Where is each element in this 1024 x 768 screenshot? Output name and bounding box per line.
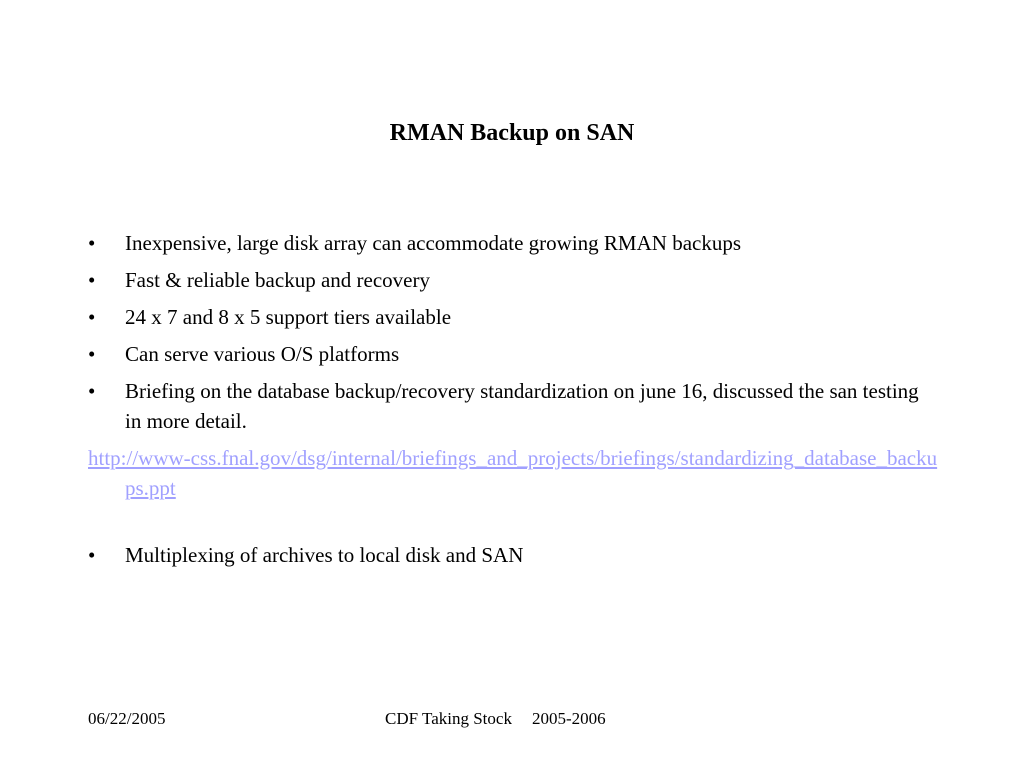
bullet-item xyxy=(88,265,938,295)
bullet-item xyxy=(88,339,938,369)
bullet-text: Multiplexing of archives to local disk and SAN xyxy=(125,543,524,567)
bullet-text: 24 x 7 and 8 x 5 support tiers available xyxy=(125,305,452,329)
bullet-marker: • xyxy=(88,231,96,255)
footer-center xyxy=(385,707,606,731)
bullet-marker: • xyxy=(88,543,96,567)
bullet-item xyxy=(88,302,938,332)
bullet-text: Can serve various O/S platforms xyxy=(125,342,400,366)
slide-title: RMAN Backup on SAN xyxy=(389,120,635,146)
spacer xyxy=(88,510,938,540)
footer-date: 06/22/2005 xyxy=(88,709,166,728)
footer-presentation-title: CDF Taking Stock xyxy=(385,709,512,728)
bullet-marker: • xyxy=(88,305,96,329)
bullet-marker: • xyxy=(88,379,96,403)
bullet-marker: • xyxy=(88,342,96,366)
bullet-list xyxy=(88,228,938,577)
bullet-text: Fast & reliable backup and recovery xyxy=(125,268,430,292)
bullet-text: Briefing on the database backup/recovery standardization on june 16, discussed the san testing in more detail. xyxy=(125,379,919,433)
briefing-link[interactable]: http://www-css.fnal.gov/dsg/internal/briefings_and_projects/briefings/standardizing_database_backups.ppt xyxy=(88,446,938,500)
bullet-marker: • xyxy=(88,268,96,292)
footer-period: 2005-2006 xyxy=(531,709,606,728)
bullet-item xyxy=(88,540,938,570)
bullet-item xyxy=(88,376,938,436)
bullet-text: Inexpensive, large disk array can accommodate growing RMAN backups xyxy=(125,231,742,255)
link-block xyxy=(88,443,938,503)
bullet-item xyxy=(88,228,938,258)
